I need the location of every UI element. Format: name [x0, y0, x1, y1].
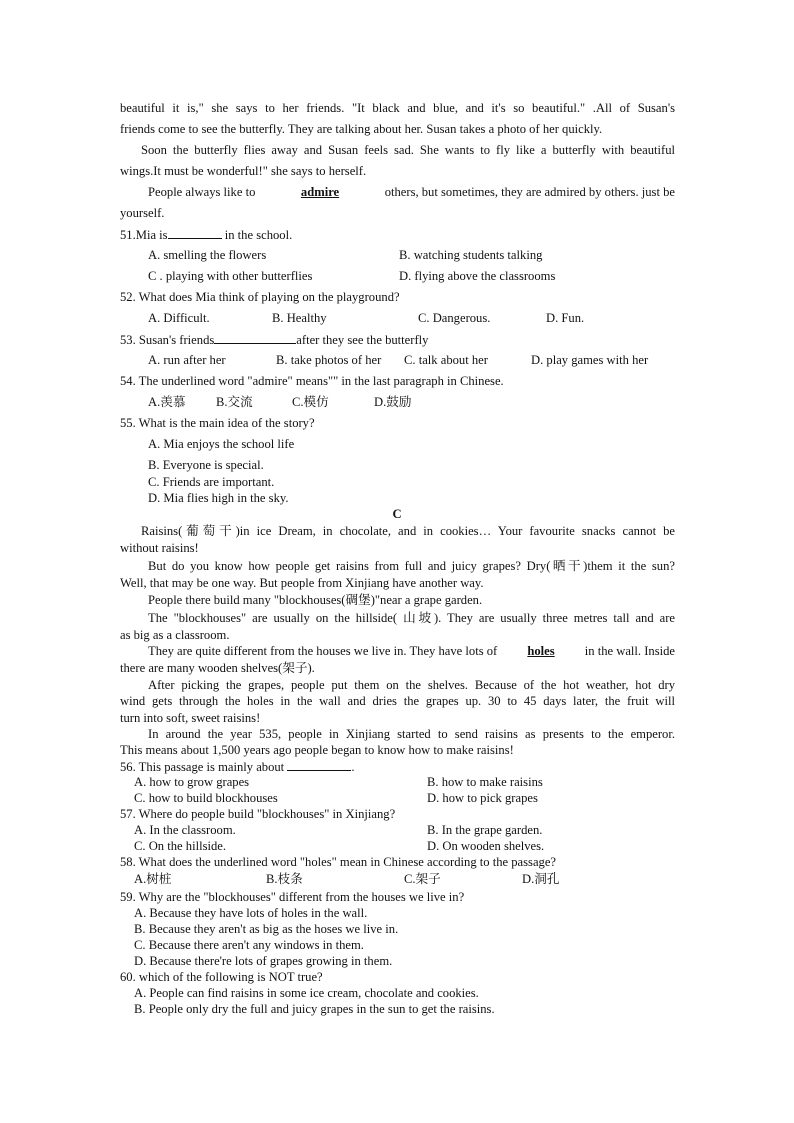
q54-option-b: B.交流	[216, 395, 253, 409]
q52-option-c: C. Dangerous.	[418, 311, 491, 325]
passage-c-p5-line-1	[148, 643, 675, 659]
q56-stem-start: 56. This passage is mainly about	[120, 760, 285, 774]
q55-option-d: D. Mia flies high in the sky.	[148, 491, 289, 505]
section-c-heading: C	[392, 507, 402, 521]
q51-stem-start: 51.Mia is	[120, 228, 168, 242]
answer-blank	[214, 331, 296, 344]
q54-option-d: D.鼓励	[374, 395, 412, 409]
question-53	[120, 331, 428, 348]
q53-option-a: A. run after her	[148, 353, 226, 367]
q53-stem-start: 53. Susan's friends	[120, 333, 215, 347]
passage-c-p2-line-1: But do you know how people get raisins from full and juicy grapes? Dry(晒干)them it the sun?	[148, 559, 675, 573]
q60-option-b: B. People only dry the full and juicy grapes in the sun to get the raisins.	[134, 1002, 495, 1016]
q52-option-b: B. Healthy	[272, 311, 327, 325]
passage-c-p4-line-1: The "blockhouses" are usually on the hillside( 山坡). They are usually three metres tall and are	[148, 611, 675, 625]
passage-c-p1-line-2: without raisins!	[120, 541, 199, 555]
passage-b-line-5	[148, 184, 675, 200]
q53-stem-end: after they see the butterfly	[296, 333, 429, 347]
q51-option-d: D. flying above the classrooms	[399, 269, 556, 283]
passage-c-p6-line-1: After picking the grapes, people put them on the shelves. Because of the hot weather, hot dry	[148, 678, 675, 692]
question-60: 60. which of the following is NOT true?	[120, 970, 323, 984]
passage-c-p2-line-2: Well, that may be one way. But people from Xinjiang have another way.	[120, 576, 484, 590]
passage-b-line-6: yourself.	[120, 206, 165, 220]
passage-c-p1-line-1: Raisins(葡萄干)in ice Dream, in chocolate, and in cookies… Your favourite snacks cannot be	[141, 524, 675, 538]
underlined-word-holes: holes	[527, 644, 555, 658]
passage-c-p3: People there build many "blockhouses(碉堡)"near a grape garden.	[148, 593, 483, 607]
q57-option-d: D. On wooden shelves.	[427, 839, 545, 853]
q54-option-c: C.模仿	[292, 395, 329, 409]
question-51	[120, 226, 292, 243]
q57-option-c: C. On the hillside.	[134, 839, 226, 853]
q55-option-a: A. Mia enjoys the school life	[148, 437, 295, 451]
q59-option-d: D. Because there're lots of grapes growing in them.	[134, 954, 393, 968]
q56-option-a: A. how to grow grapes	[134, 775, 250, 789]
passage-b-line-4: wings.It must be wonderful!" she says to herself.	[120, 164, 367, 178]
underlined-word-admire: admire	[300, 185, 340, 199]
q58-option-c: C.架子	[404, 872, 441, 886]
q58-option-b: B.枝条	[266, 872, 303, 886]
passage-c-p6-line-2: wind gets through the holes in the wall and dries the grapes up. 30 to 45 days later, the fruit will	[120, 694, 675, 708]
q56-stem-end: .	[351, 760, 355, 774]
q56-option-b: B. how to make raisins	[427, 775, 543, 789]
q53-option-c: C. talk about her	[404, 353, 488, 367]
line5-end: others, but sometimes, they are admired by others. just be	[384, 185, 675, 199]
q55-option-c: C. Friends are important.	[148, 475, 275, 489]
passage-c-p4-line-2: as big as a classroom.	[120, 628, 230, 642]
line5-start: People always like to	[148, 185, 256, 199]
q57-option-a: A. In the classroom.	[134, 823, 236, 837]
q51-stem-end: in the school.	[224, 228, 293, 242]
q52-option-a: A. Difficult.	[148, 311, 210, 325]
passage-c-p7-line-1: In around the year 535, people in Xinjiang started to send raisins as presents to the emperor.	[148, 727, 675, 741]
q59-option-c: C. Because there aren't any windows in them.	[134, 938, 364, 952]
question-55: 55. What is the main idea of the story?	[120, 416, 315, 430]
passage-c-p5-line-2: there are many wooden shelves(架子).	[120, 661, 315, 675]
p5-line-start: They are quite different from the houses we live in. They have lots of	[148, 644, 498, 658]
passage-b-line-1: beautiful it is," she says to her friends. "It black and blue, and it's so beautiful." .All of Susan's	[120, 101, 675, 115]
q58-option-d: D.洞孔	[522, 872, 560, 886]
q59-option-a: A. Because they have lots of holes in the wall.	[134, 906, 368, 920]
q51-option-c: C . playing with other butterflies	[148, 269, 313, 283]
p5-line-end: in the wall. Inside	[584, 644, 675, 658]
passage-c-p7-line-2: This means about 1,500 years ago people began to know how to make raisins!	[120, 743, 514, 757]
question-57: 57. Where do people build "blockhouses" in Xinjiang?	[120, 807, 396, 821]
q54-option-a: A.羡慕	[148, 395, 186, 409]
question-52: 52. What does Mia think of playing on the playground?	[120, 290, 400, 304]
q59-option-b: B. Because they aren't as big as the hoses we live in.	[134, 922, 399, 936]
question-54: 54. The underlined word "admire" means"" in the last paragraph in Chinese.	[120, 374, 504, 388]
q56-option-c: C. how to build blockhouses	[134, 791, 278, 805]
q56-option-d: D. how to pick grapes	[427, 791, 538, 805]
question-59: 59. Why are the "blockhouses" different from the houses we live in?	[120, 890, 465, 904]
q53-option-b: B. take photos of her	[276, 353, 382, 367]
answer-blank	[168, 226, 222, 239]
q51-option-b: B. watching students talking	[399, 248, 543, 262]
q55-option-b: B. Everyone is special.	[148, 458, 264, 472]
passage-b-line-3: Soon the butterfly flies away and Susan feels sad. She wants to fly like a butterfly with beautiful	[141, 143, 675, 157]
answer-blank	[287, 758, 351, 771]
q51-option-a: A. smelling the flowers	[148, 248, 267, 262]
q58-option-a: A.树桩	[134, 872, 172, 886]
passage-c-p6-line-3: turn into soft, sweet raisins!	[120, 711, 261, 725]
question-56	[120, 758, 354, 775]
q52-option-d: D. Fun.	[546, 311, 585, 325]
q60-option-a: A. People can find raisins in some ice cream, chocolate and cookies.	[134, 986, 479, 1000]
passage-b-line-2: friends come to see the butterfly. They are talking about her. Susan takes a photo of her quickly.	[120, 122, 603, 136]
question-58: 58. What does the underlined word "holes" mean in Chinese according to the passage?	[120, 855, 557, 869]
q57-option-b: B. In the grape garden.	[427, 823, 543, 837]
q53-option-d: D. play games with her	[531, 353, 649, 367]
